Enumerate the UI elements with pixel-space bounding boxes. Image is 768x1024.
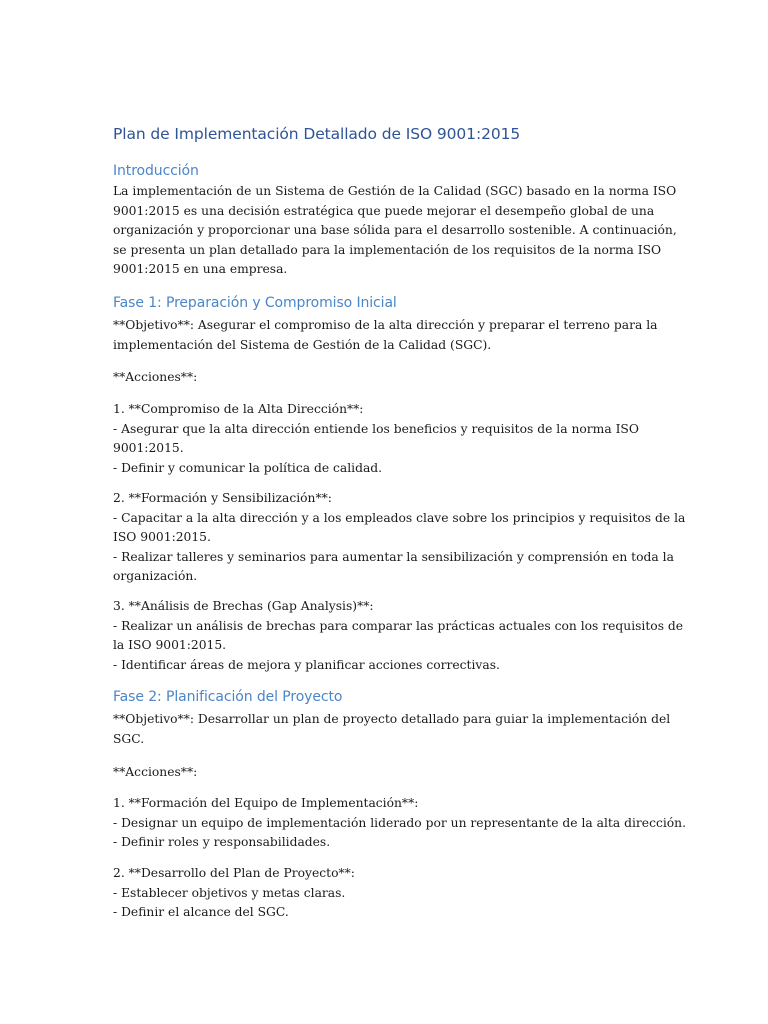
- text-line: 1. **Formación del Equipo de Implementación**:: [113, 796, 419, 810]
- text-line: **Objetivo**: Asegurar el compromiso de la alta dirección y preparar el terreno para la: [113, 318, 658, 332]
- text-line: 3. **Análisis de Brechas (Gap Analysis)**:: [113, 599, 374, 613]
- text-line: - Definir y comunicar la política de calidad.: [113, 460, 383, 475]
- text-line: la ISO 9001:2015.: [113, 638, 227, 653]
- fase1-item-1: [113, 400, 658, 478]
- text-line: - Establecer objetivos y metas claras.: [113, 885, 346, 900]
- text-line: 2. **Desarrollo del Plan de Proyecto**:: [113, 866, 355, 880]
- fase2-item-1: [113, 794, 687, 853]
- text-line: SGC.: [113, 731, 145, 746]
- fase2-acciones-label: [113, 763, 658, 783]
- text-line: **Objetivo**: Desarrollar un plan de proyecto detallado para guiar la implementación del: [113, 712, 671, 726]
- text-line: - Realizar talleres y seminarios para aumentar la sensibilización y comprensión en toda la: [113, 549, 674, 564]
- heading-fase-2: Fase 2: Planificación del Proyecto: [113, 689, 343, 705]
- text-line: 9001:2015 en una empresa.: [113, 262, 288, 277]
- text-line: 9001:2015.: [113, 441, 184, 456]
- text-line: se presenta un plan detallado para la implementación de los requisitos de la norma ISO: [113, 242, 662, 257]
- fase2-item-2: [113, 864, 658, 923]
- text-line: - Designar un equipo de implementación liderado por un representante de la alta dirección.: [113, 815, 687, 830]
- text-line: 9001:2015 es una decisión estratégica que puede mejorar el desempeño global de una: [113, 203, 655, 218]
- text-line: 2. **Formación y Sensibilización**:: [113, 491, 332, 505]
- text-line: implementación del Sistema de Gestión de la Calidad (SGC).: [113, 337, 492, 352]
- heading-introduccion: Introducción: [113, 163, 199, 179]
- text-line: organización.: [113, 569, 198, 584]
- text-line: **Acciones**:: [113, 370, 198, 384]
- fase2-objetivo: [113, 710, 671, 749]
- text-line: - Definir el alcance del SGC.: [113, 905, 289, 920]
- text-line: - Capacitar a la alta dirección y a los empleados clave sobre los principios y requisitos de la: [113, 510, 686, 525]
- fase1-acciones-label: [113, 368, 658, 388]
- text-line: 1. **Compromiso de la Alta Dirección**:: [113, 402, 364, 416]
- text-line: La implementación de un Sistema de Gestión de la Calidad (SGC) basado en la norma ISO: [113, 184, 677, 198]
- text-line: - Realizar un análisis de brechas para comparar las prácticas actuales con los requisitos de: [113, 618, 684, 633]
- text-line: - Identificar áreas de mejora y planificar acciones correctivas.: [113, 657, 500, 672]
- intro-paragraph: [113, 182, 677, 280]
- fase1-objetivo: [113, 316, 658, 355]
- text-line: organización y proporcionar una base sólida para el desarrollo sostenible. A continuación,: [113, 223, 677, 238]
- text-line: ISO 9001:2015.: [113, 530, 211, 545]
- text-line: - Asegurar que la alta dirección entiende los beneficios y requisitos de la norma ISO: [113, 421, 639, 436]
- fase1-item-2: [113, 489, 686, 587]
- document-title: Plan de Implementación Detallado de ISO 9001:2015: [113, 125, 521, 143]
- text-line: - Definir roles y responsabilidades.: [113, 835, 331, 850]
- text-line: **Acciones**:: [113, 765, 198, 779]
- heading-fase-1: Fase 1: Preparación y Compromiso Inicial: [113, 295, 397, 311]
- fase1-item-3: [113, 597, 684, 675]
